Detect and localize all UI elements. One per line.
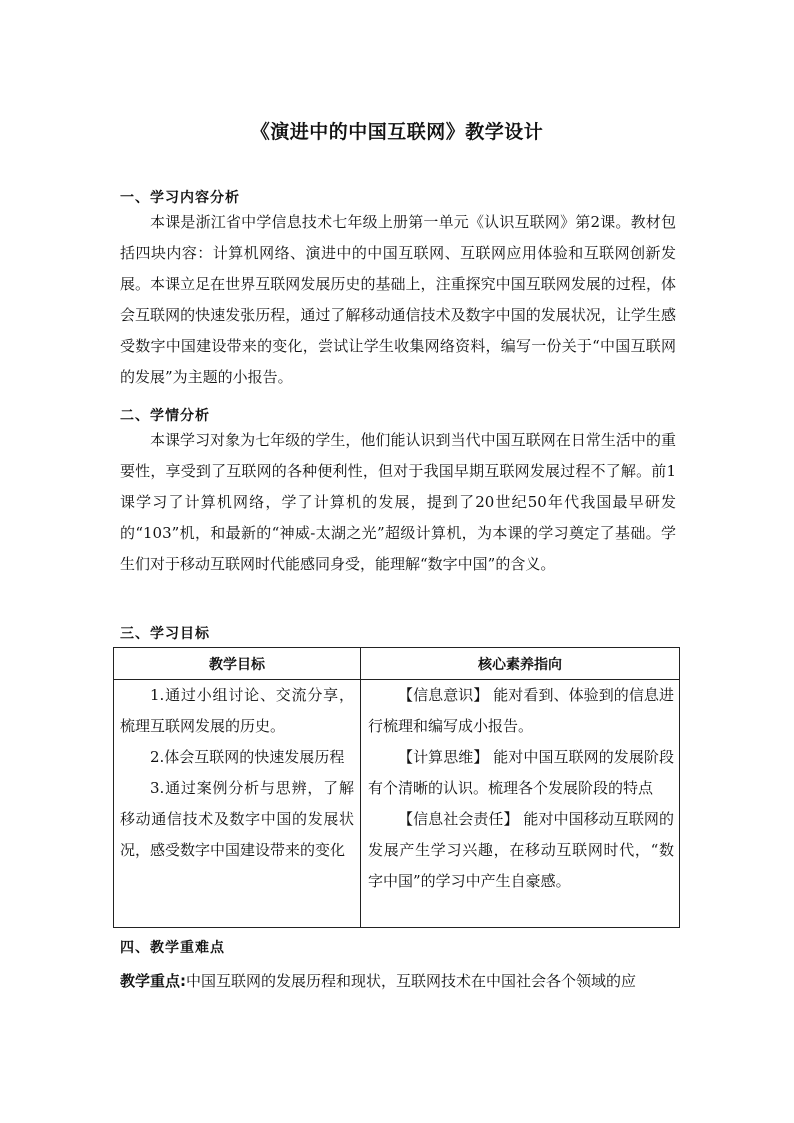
table-header-teaching-goals: 教学目标	[209, 657, 265, 673]
teaching-goals-cell	[120, 680, 354, 866]
goal-item-2: 2.体会互联网的快速发展历程	[150, 748, 345, 766]
table-header-core-literacy: 核心素养指向	[478, 657, 562, 673]
key-point-text: 中国互联网的发展历程和现状，互联网技术在中国社会各个领域的应	[186, 972, 637, 990]
literacy-item-computational-thinking: 【计算思维】 能对中国互联网的发展阶段有个清晰的认识。梳理各个发展阶段的特点	[368, 748, 674, 797]
section-heading-learning-objectives: 三、学习目标	[120, 626, 210, 642]
table-column-divider	[360, 648, 361, 927]
section-heading-content-analysis: 一、学习内容分析	[120, 190, 240, 206]
content-analysis-paragraph: 本课是浙江省中学信息技术七年级上册第一单元《认识互联网》第2课。教材包括四块内容：计算机网络、演进中的中国互联网、互联网应用体验和互联网创新发展。本课立足在世界互联网发展历史的基础上，注重探究中国互联网发展的过程，体会互联网的快速发张历程，通过了解移动通信技术及数字中国的发展状况，让学生感受数字中国建设带来的变化，尝试让学生收集网络资料，编写一份关于“中国互联网的发展”为主题的小报告。	[120, 213, 676, 386]
core-literacy-cell	[368, 680, 674, 897]
key-point-line	[120, 966, 680, 997]
section-heading-learner-analysis: 二、学情分析	[120, 408, 210, 424]
goal-item-3: 3.通过案例分析与思辨，了解移动通信技术及数字中国的发展状况，感受数字中国建设带来的变化	[120, 779, 354, 859]
objectives-table	[113, 647, 680, 928]
literacy-item-information-awareness: 【信息意识】 能对看到、体验到的信息进行梳理和编写成小报告。	[368, 686, 674, 735]
document-title: 《演进中的中国互联网》教学设计	[250, 121, 544, 143]
section-heading-key-difficult-points: 四、教学重难点	[120, 940, 225, 956]
learner-analysis-paragraph: 本课学习对象为七年级的学生，他们能认识到当代中国互联网在日常生活中的重要性，享受到了互联网的各种便利性，但对于我国早期互联网发展过程不了解。前1课学习了计算机网络，学了计算机的发展，提到了20世纪50年代我国最早研发的“103”机，和最新的“神威-太湖之光”超级计算机，为本课的学习奠定了基础。学生们对于移动互联网时代能感同身受，能理解“数字中国”的含义。	[120, 431, 676, 573]
literacy-item-social-responsibility: 【信息社会责任】 能对中国移动互联网的发展产生学习兴趣，在移动互联网时代，“数字中国”的学习中产生自豪感。	[368, 810, 674, 890]
key-point-label: 教学重点:	[120, 972, 186, 990]
goal-item-1: 1.通过小组讨论、交流分享，梳理互联网发展的历史。	[120, 686, 354, 735]
